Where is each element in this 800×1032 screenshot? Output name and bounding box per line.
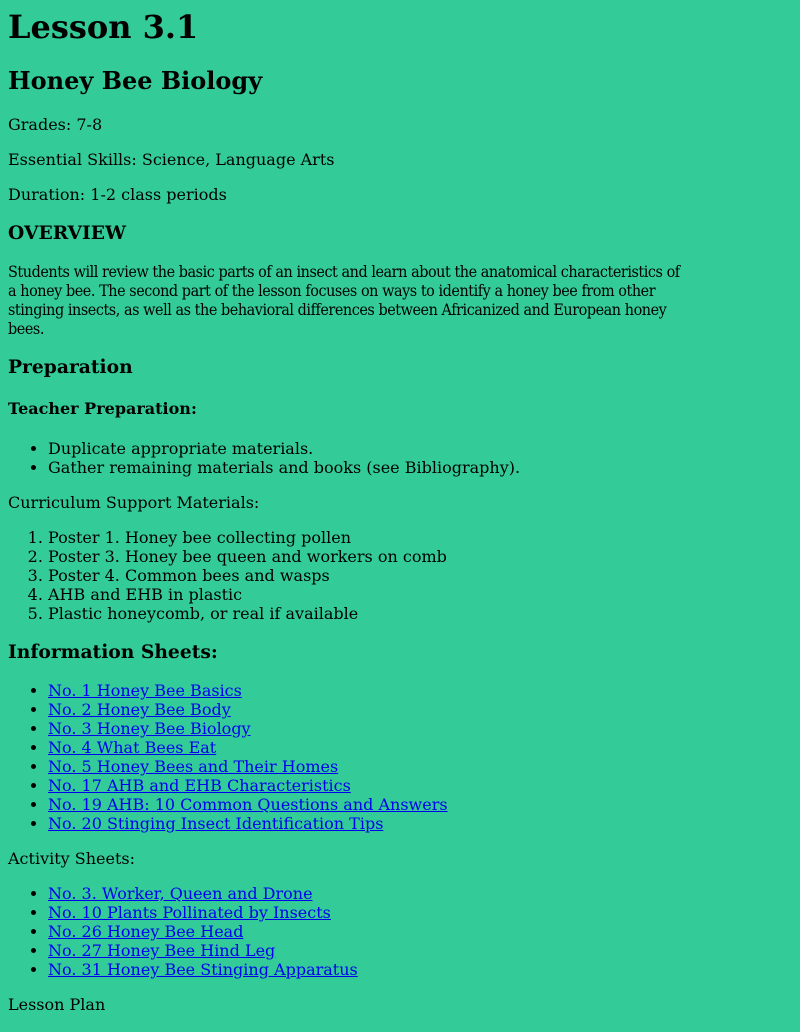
activity-sheet-link[interactable]: No. 27 Honey Bee Hind Leg [48, 941, 276, 960]
list-item [48, 719, 792, 738]
list-item: • Duplicate appropriate materials. [48, 439, 792, 458]
activity-sheet-link[interactable]: No. 31 Honey Bee Stinging Apparatus [48, 960, 358, 979]
overview-text [8, 262, 792, 338]
overview-line: bees. [8, 319, 44, 338]
info-sheet-link[interactable]: No. 1 Honey Bee Basics [48, 681, 242, 700]
list-item [48, 738, 792, 757]
overview-line: Students will review the basic parts of an insect and learn about the anatomical characteristics of [8, 262, 680, 281]
list-item [48, 922, 792, 941]
teacher-preparation-list [8, 439, 792, 477]
list-item [48, 903, 792, 922]
list-item [48, 700, 792, 719]
preparation-heading: Preparation [8, 356, 133, 378]
info-sheet-link[interactable]: No. 20 Stinging Insect Identification Tips [48, 814, 384, 833]
list-item [48, 795, 792, 814]
duration: Duration: 1-2 class periods [8, 185, 227, 204]
info-sheet-link[interactable]: No. 4 What Bees Eat [48, 738, 217, 757]
lesson-subtitle: Honey Bee Biology [8, 66, 263, 95]
list-item: 3. Poster 4. Common bees and wasps [48, 566, 792, 585]
overview-heading: OVERVIEW [8, 222, 127, 244]
information-sheets-heading: Information Sheets: [8, 641, 218, 663]
lesson-plan-label: Lesson Plan [8, 995, 106, 1014]
activity-sheet-link[interactable]: No. 3. Worker, Queen and Drone [48, 884, 313, 903]
list-item: 2. Poster 3. Honey bee queen and workers on comb [48, 547, 792, 566]
list-item [48, 757, 792, 776]
overview-line: a honey bee. The second part of the lesson focuses on ways to identify a honey bee from other [8, 281, 656, 300]
grades: Grades: 7-8 [8, 115, 103, 134]
info-sheet-link[interactable]: No. 2 Honey Bee Body [48, 700, 231, 719]
info-sheet-link[interactable]: No. 19 AHB: 10 Common Questions and Answers [48, 795, 448, 814]
list-item: 1. Poster 1. Honey bee collecting pollen [48, 528, 792, 547]
activity-sheet-link[interactable]: No. 26 Honey Bee Head [48, 922, 244, 941]
list-item [48, 776, 792, 795]
list-item [48, 941, 792, 960]
list-item: 4. AHB and EHB in plastic [48, 585, 792, 604]
list-item [48, 814, 792, 833]
curriculum-support-list [8, 528, 792, 623]
list-item: • Gather remaining materials and books (see Bibliography). [48, 458, 792, 477]
activity-sheets-list [8, 884, 792, 979]
list-item: 5. Plastic honeycomb, or real if available [48, 604, 792, 623]
info-sheet-link[interactable]: No. 5 Honey Bees and Their Homes [48, 757, 339, 776]
page-title: Lesson 3.1 [8, 8, 199, 46]
overview-line: stinging insects, as well as the behavioral differences between Africanized and European honey [8, 300, 667, 319]
list-item [48, 884, 792, 903]
teacher-preparation-heading: Teacher Preparation: [8, 399, 197, 418]
curriculum-support-label: Curriculum Support Materials: [8, 493, 260, 512]
essential-skills: Essential Skills: Science, Language Arts [8, 150, 335, 169]
list-item [48, 681, 792, 700]
information-sheets-list [8, 681, 792, 833]
info-sheet-link[interactable]: No. 3 Honey Bee Biology [48, 719, 251, 738]
activity-sheet-link[interactable]: No. 10 Plants Pollinated by Insects [48, 903, 331, 922]
list-item [48, 960, 792, 979]
info-sheet-link[interactable]: No. 17 AHB and EHB Characteristics [48, 776, 351, 795]
activity-sheets-label: Activity Sheets: [8, 849, 136, 868]
